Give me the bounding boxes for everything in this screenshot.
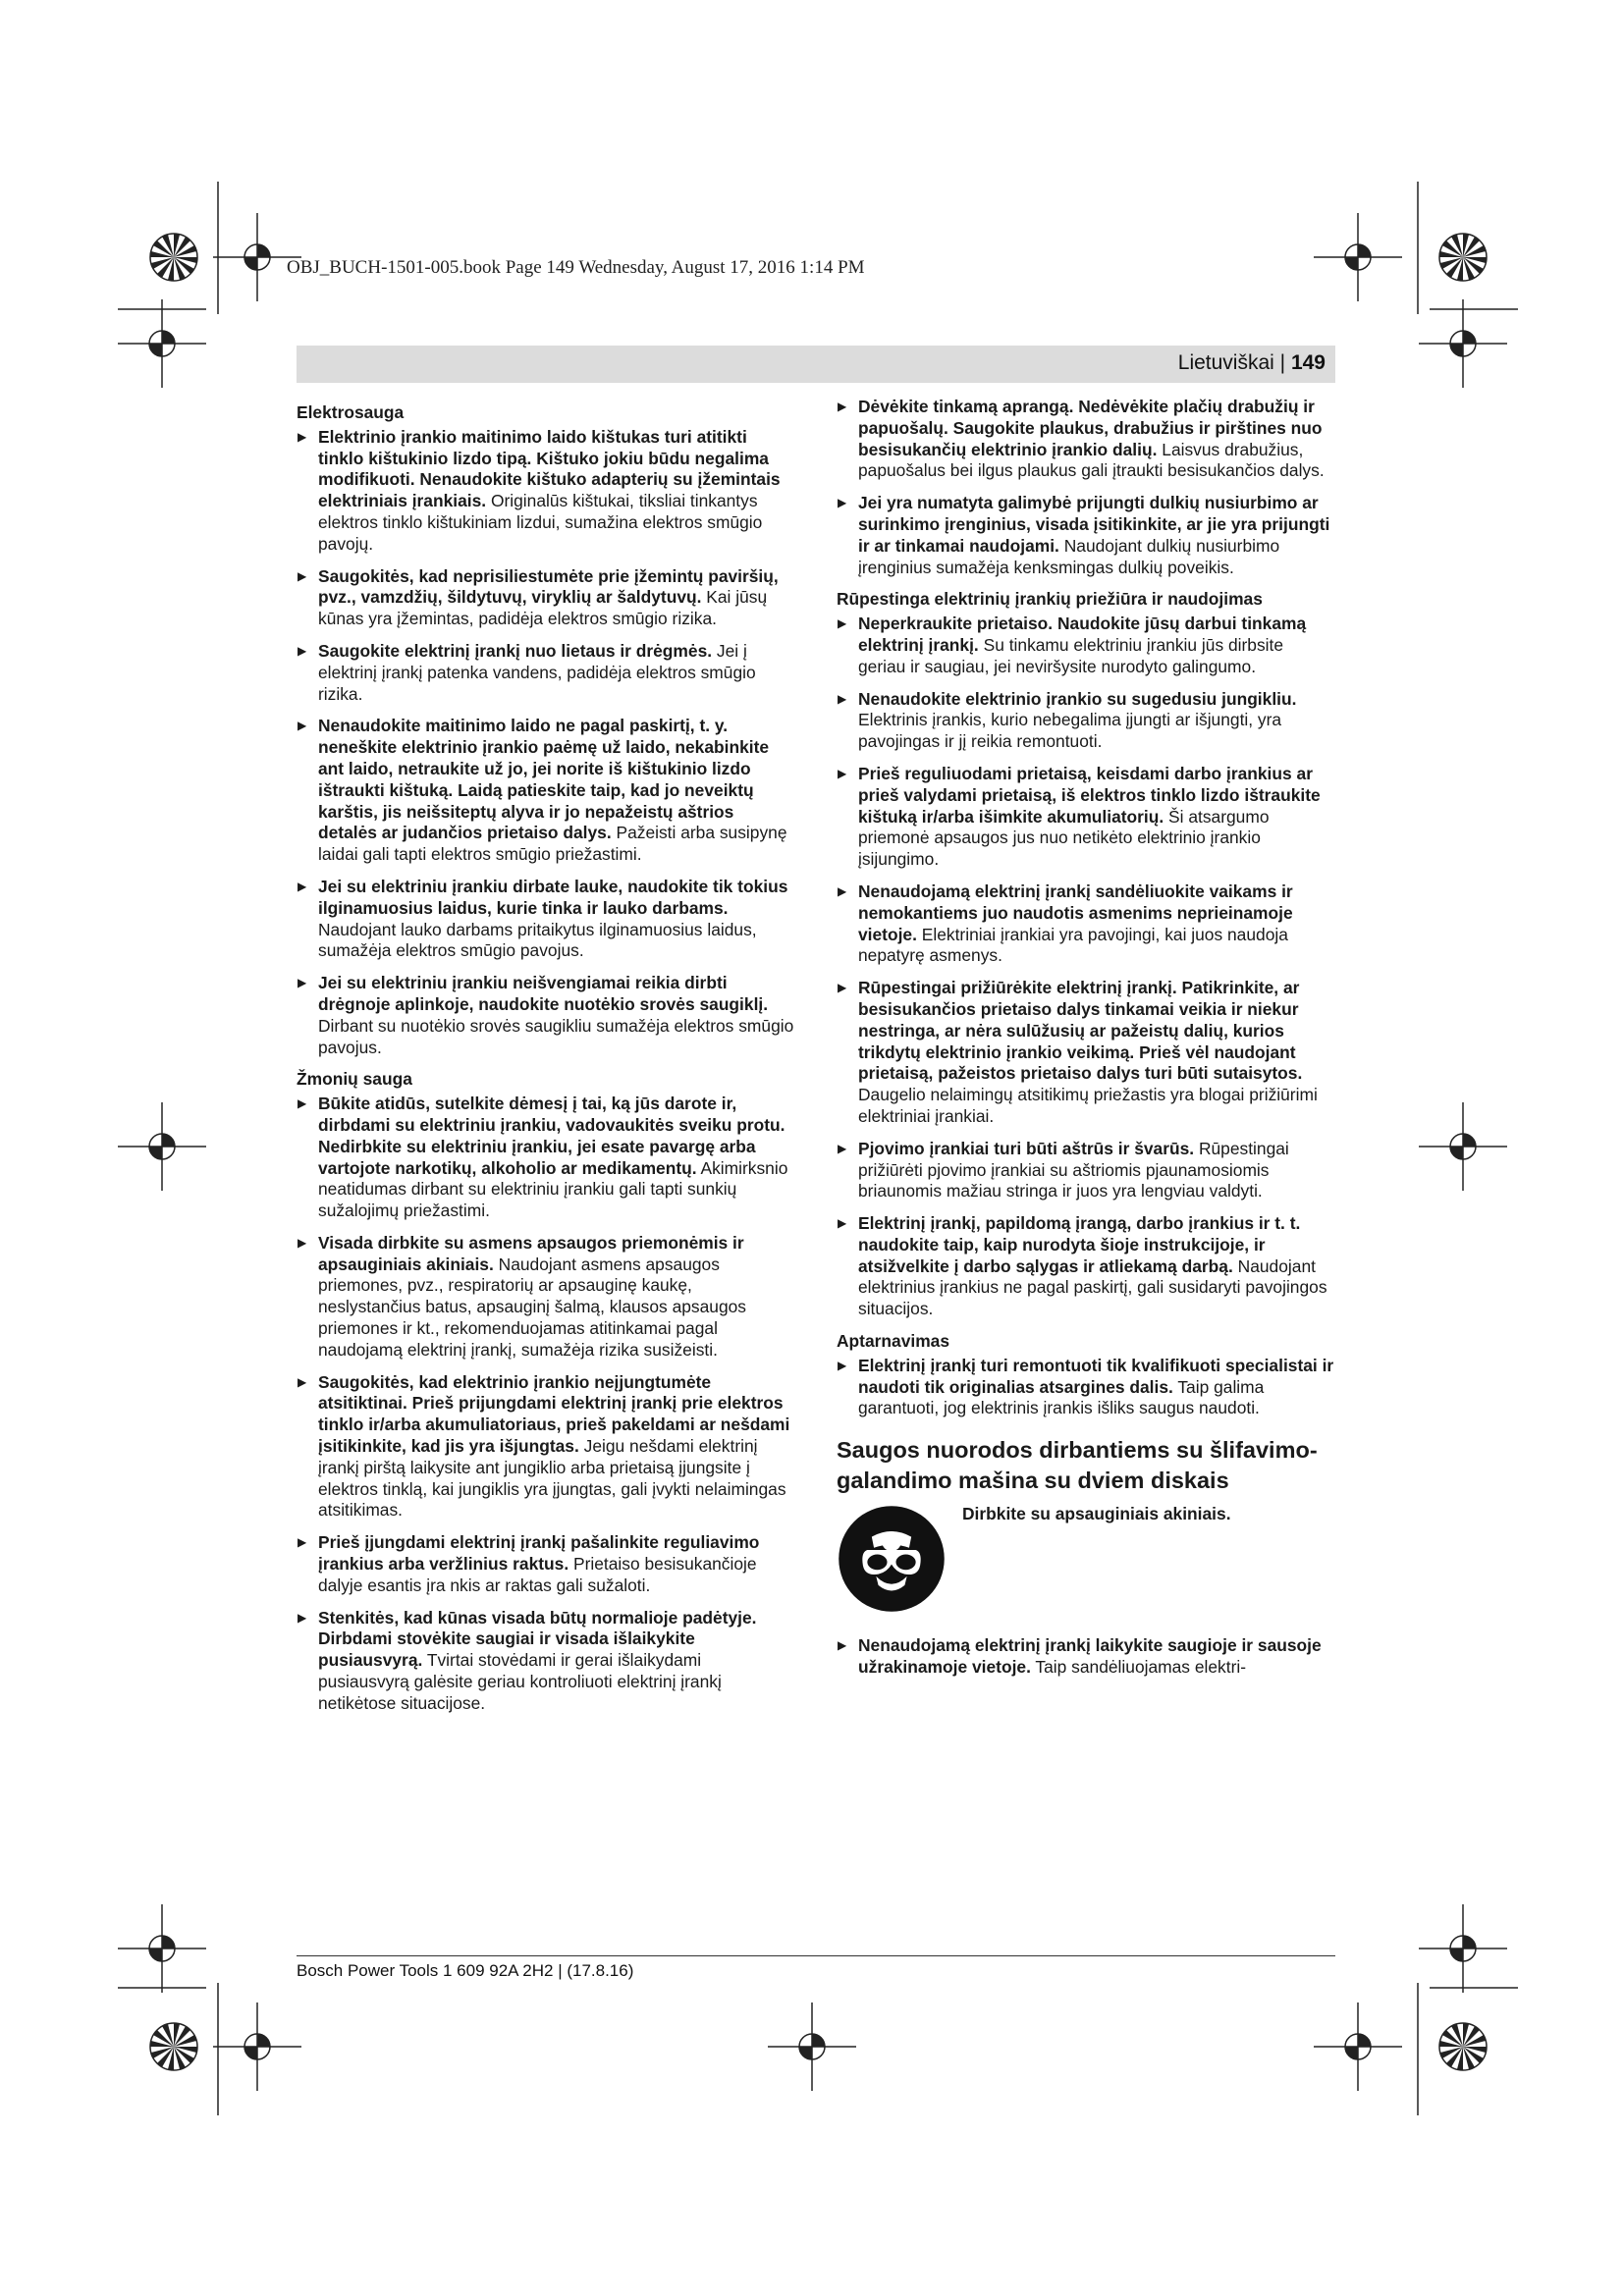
item-bold-text: Rūpestingai prižiūrėkite elektrinį įrankį. Patikrinkite, ar besisukančios prietaiso dalys tinkamai veikia ir niekur nestringa, ar nėra sulūžusių ar pažeistų dalių, kurios trikdytų elektrinio įrankio veikimą. Prieš vėl naudojant prietaisą, pažeistos prietaiso dalys turi būti sutaisytos. xyxy=(858,978,1303,1084)
list-item xyxy=(297,1094,795,1222)
item-bold-text: Stenkitės, kad kūnas visada būtų normalioje padėtyje. Dirbdami stovėkite saugiai ir visada išlaikykite pusiausvyrą. xyxy=(318,1607,757,1671)
page-header xyxy=(297,346,1335,383)
item-bold-text: Saugokitės, kad neprisiliestumėte prie įžemintų paviršių, pvz., vamzdžių, šildytuvų, viryklių ar šaldytuvų. xyxy=(318,565,779,608)
item-body-text: Jei į elektrinį įrankį patenka vandens, padidėja elektros smūgio rizika. xyxy=(318,640,756,704)
item-body-text: Rūpestingai prižiūrėti pjovimo įrankiai su aštriomis pjaunamosiomis briaunomis mažiau stringa ir juos yra lengviau valdyti. xyxy=(858,1138,1289,1201)
item-body-text: Elektriniai įrankiai yra pavojingi, kai juos naudoja nepatyrę asmenys. xyxy=(858,924,1288,966)
list-item xyxy=(297,566,795,630)
list-item xyxy=(297,877,795,962)
list-item xyxy=(837,689,1335,753)
item-body-text: Taip galima garantuoti, jog elektrinis įrankis išliks saugus naudoti. xyxy=(858,1376,1265,1418)
list-item xyxy=(297,1372,795,1522)
safety-list xyxy=(837,614,1335,1320)
right-column xyxy=(837,397,1335,1689)
list-item xyxy=(837,493,1335,578)
item-body-text: Taip sandėliuojamas elektri- xyxy=(1030,1657,1247,1678)
list-item xyxy=(837,1139,1335,1202)
list-item xyxy=(297,641,795,705)
header-language: Lietuviškai xyxy=(1177,351,1274,374)
list-item xyxy=(297,973,795,1058)
print-slug: OBJ_BUCH-1501-005.book Page 149 Wednesday, August 17, 2016 1:14 PM xyxy=(287,257,865,278)
list-item xyxy=(837,614,1335,677)
item-body-text: Tvirtai stovėdami ir gerai išlaikydami pusiausvyrą galėsite geriau kontroliuoti elektrinį įrankį netikėtose situacijose. xyxy=(318,1650,722,1713)
item-bold-text: Elektrinį įrankį turi remontuoti tik kvalifikuoti specialistai ir naudoti tik originalias atsargines dalis. xyxy=(858,1355,1334,1397)
item-bold-text: Jei su elektriniu įrankiu dirbate lauke, naudokite tik tokius ilginamuosius laidus, kurie tinka ir lauko darbams. xyxy=(318,876,788,918)
section-heading: Žmonių sauga xyxy=(297,1069,412,1090)
item-bold-text: Jei yra numatyta galimybė prijungti dulkių nusiurbimo ar surinkimo įrenginius, visada įsitikinkite, ar jie yra prijungti ir ar tinkamai naudojami. xyxy=(858,493,1330,556)
right-sections xyxy=(837,589,1335,1419)
section-heading: Rūpestinga elektrinių įrankių priežiūra ir naudojimas xyxy=(837,589,1263,610)
item-body-text: Naudojant elektrinius įrankius ne pagal paskirtį, gali susidaryti pavojingos situacijos. xyxy=(858,1255,1327,1319)
item-bold-text: Būkite atidūs, sutelkite dėmesį į tai, ką jūs darote ir, dirbdami su elektriniu įrankiu, vadovaukitės sveiku protu. Nedirbkite su elektriniu įrankiu, jei esate pavargę arba vartojote narkotikų, alkoholio ar medikamentų. xyxy=(318,1094,785,1178)
item-bold-text: Saugokite elektrinį įrankį nuo lietaus ir drėgmės. xyxy=(318,640,713,661)
item-body-text: Naudojant dulkių nusiurbimo įrenginius sumažėja kenksmingas dulkių poveikis. xyxy=(858,535,1280,577)
item-body-text: Prietaiso besisukančioje dalyje esantis įra nkis ar raktas gali sužaloti. xyxy=(318,1554,757,1595)
item-bold-text: Nenaudokite maitinimo laido ne pagal paskirtį, t. y. neneškite elektrinio įrankio paėmę už laido, nekabinkite ant laido, netraukite už jo, jei norite iš kištukinio lizdo ištraukti kištuką. Laidą patieskite taip, kad jo neveiktų karštis, jis neišsiteptų alyva ir jo nepažeistų aštrios detalės ar judančios prietaiso dalys. xyxy=(318,716,770,843)
item-body-text: Akimirksnio neatidumas dirbant su elektriniu įrankiu gali tapti sunkių sužalojimų priežastimi. xyxy=(318,1157,788,1221)
item-bold-text: Elektrinį įrankį, papildomą įrangą, darbo įrankius ir t. t. naudokite taip, kaip nurodyta šioje instrukcijoje, ir atsižvelkite į darbo sąlygas ir atliekamą darbą. xyxy=(858,1213,1301,1276)
item-bold-text: Nenaudojamą elektrinį įrankį laikykite saugioje ir sausoje užrakinamoje vietoje. xyxy=(858,1635,1322,1678)
item-bold-text: Elektrinio įrankio maitinimo laido kištukas turi atitikti tinklo kištukinio lizdo tipą. Kištuko jokiu būdu negalima modifikuoti. Nenaudokite kištuko adapterių su įžemintais elektriniais įrankiais. xyxy=(318,426,781,511)
item-bold-text: Nenaudojamą elektrinį įrankį sandėliuokite vaikams ir nemokantiems juo naudotis asmenims neprieinamoje vietoje. xyxy=(858,881,1293,944)
ppe-text: Dirbkite su apsauginiais akiniais. xyxy=(962,1504,1231,1524)
item-body-text: Pažeisti arba susipynę laidai gali tapti elektros smūgio priežastimi. xyxy=(318,823,787,865)
safety-list xyxy=(837,1356,1335,1419)
section-heading: Elektrosauga xyxy=(297,402,405,422)
left-column xyxy=(297,397,795,1726)
right-tail-list xyxy=(837,1635,1335,1679)
item-body-text: Kai jūsų kūnas yra įžemintas, padidėja elektros smūgio rizika. xyxy=(318,587,768,629)
list-item xyxy=(837,978,1335,1128)
list-item xyxy=(837,397,1335,482)
section-heading: Aptarnavimas xyxy=(837,1331,950,1352)
ppe-notice xyxy=(837,1504,1335,1614)
list-item xyxy=(837,1213,1335,1320)
list-item xyxy=(837,1635,1335,1679)
item-body-text: Ši atsargumo priemonė apsaugos jus nuo netikėto elektrinio įrankio įsijungimo. xyxy=(858,806,1270,870)
item-body-text: Dirbant su nuotėkio srovės saugikliu sumažėja elektros smūgio pavojus. xyxy=(318,1015,794,1057)
item-bold-text: Saugokitės, kad elektrinio įrankio neįjungtumėte atsitiktinai. Prieš prijungdami elektrinį įrankį prie elektros tinklo ir/arba akumuliatoriaus, prieš pakeldami ar nešdami įsitikinkite, kad jis yra išjungtas. xyxy=(318,1371,790,1457)
item-body-text: Laisvus drabužius, papuošalus bei ilgus plaukus gali įtraukti besisukančios dalys. xyxy=(858,439,1325,481)
list-item xyxy=(837,881,1335,967)
list-item xyxy=(837,764,1335,871)
list-item xyxy=(837,1356,1335,1419)
page-number: 149 xyxy=(1290,351,1326,374)
list-item xyxy=(297,1532,795,1596)
item-bold-text: Jei su elektriniu įrankiu neišvengiamai reikia dirbti drėgnoje aplinkoje, naudokite nuotėkio srovės saugiklį. xyxy=(318,973,769,1014)
item-bold-text: Prieš įjungdami elektrinį įrankį pašalinkite reguliavimo įrankius arba veržlinius raktus. xyxy=(318,1532,760,1575)
header-separator: | xyxy=(1273,351,1291,374)
item-bold-text: Dėvėkite tinkamą aprangą. Nedėvėkite plačių drabužių ir papuošalų. Saugokite plaukus, drabužius ir pirštines nuo besisukančių elektrinio įrankio dalių. xyxy=(858,397,1323,459)
item-bold-text: Prieš reguliuodami prietaisą, keisdami darbo įrankius ar prieš valydami prietaisą, iš elektros tinklo lizdo ištraukite kištuką ir/arba išimkite akumuliatorių. xyxy=(858,763,1321,827)
item-body-text: Originalūs kištukai, tiksliai tinkantys elektros tinklo kištukiniam lizdui, sumažina elektros smūgio pavojų. xyxy=(318,491,763,554)
item-body-text: Naudojant lauko darbams pritaikytus ilginamuosius laidus, sumažėja elektros smūgio pavojus. xyxy=(318,919,757,961)
footer-rule xyxy=(297,1955,1335,1956)
list-item xyxy=(297,716,795,866)
item-body-text: Naudojant asmens apsaugos priemones, pvz., respiratorių ar apsauginę kaukę, neslystančius batus, apsauginį šalmą, klausos apsaugos priemones ir kt., rekomenduojamas atitinkamai pagal naudojamą elektrinį įrankį, sumažėja rizika susižeisti. xyxy=(318,1254,746,1360)
item-bold-text: Visada dirbkite su asmens apsaugos priemonėmis ir apsauginiais akiniais. xyxy=(318,1232,744,1274)
safety-goggles-icon xyxy=(837,1504,947,1614)
item-body-text: Su tinkamu elektriniu įrankiu jūs dirbsite geriau ir saugiau, jei neviršysite nurodyto galingumo. xyxy=(858,634,1284,676)
safety-list xyxy=(297,1094,795,1715)
item-body-text: Jeigu nešdami elektrinį įrankį pirštą laikysite ant jungiklio arba prietaisą įjungsite į elektros tinklą, kai jungiklis yra įjungtas, gali įvykti nelaimingas atsitikimas. xyxy=(318,1436,786,1521)
item-bold-text: Pjovimo įrankiai turi būti aštrūs ir švarūs. xyxy=(858,1138,1195,1158)
safety-list xyxy=(297,427,795,1059)
item-bold-text: Neperkraukite prietaiso. Naudokite jūsų darbui tinkamą elektrinį įrankį. xyxy=(858,614,1307,655)
header-text xyxy=(1178,349,1326,377)
special-section-heading: Saugos nuorodos dirbantiems su šlifavimo-galandimo mašina su dviem diskais xyxy=(837,1437,1318,1494)
item-body-text: Daugelio nelaimingų atsitikimų priežastis yra blogai prižiūrimi elektriniai įrankiai. xyxy=(858,1085,1318,1126)
item-body-text: Elektrinis įrankis, kurio nebegalima įjungti ar išjungti, yra pavojingas ir jį reikia remontuoti. xyxy=(858,710,1282,752)
item-bold-text: Nenaudokite elektrinio įrankio su sugedusiu jungikliu. xyxy=(858,688,1297,709)
list-item xyxy=(297,1233,795,1362)
page-footer: Bosch Power Tools 1 609 92A 2H2 | (17.8.16) xyxy=(297,1961,634,1980)
list-item xyxy=(297,427,795,556)
list-item xyxy=(297,1608,795,1715)
right-lead-list xyxy=(837,397,1335,578)
